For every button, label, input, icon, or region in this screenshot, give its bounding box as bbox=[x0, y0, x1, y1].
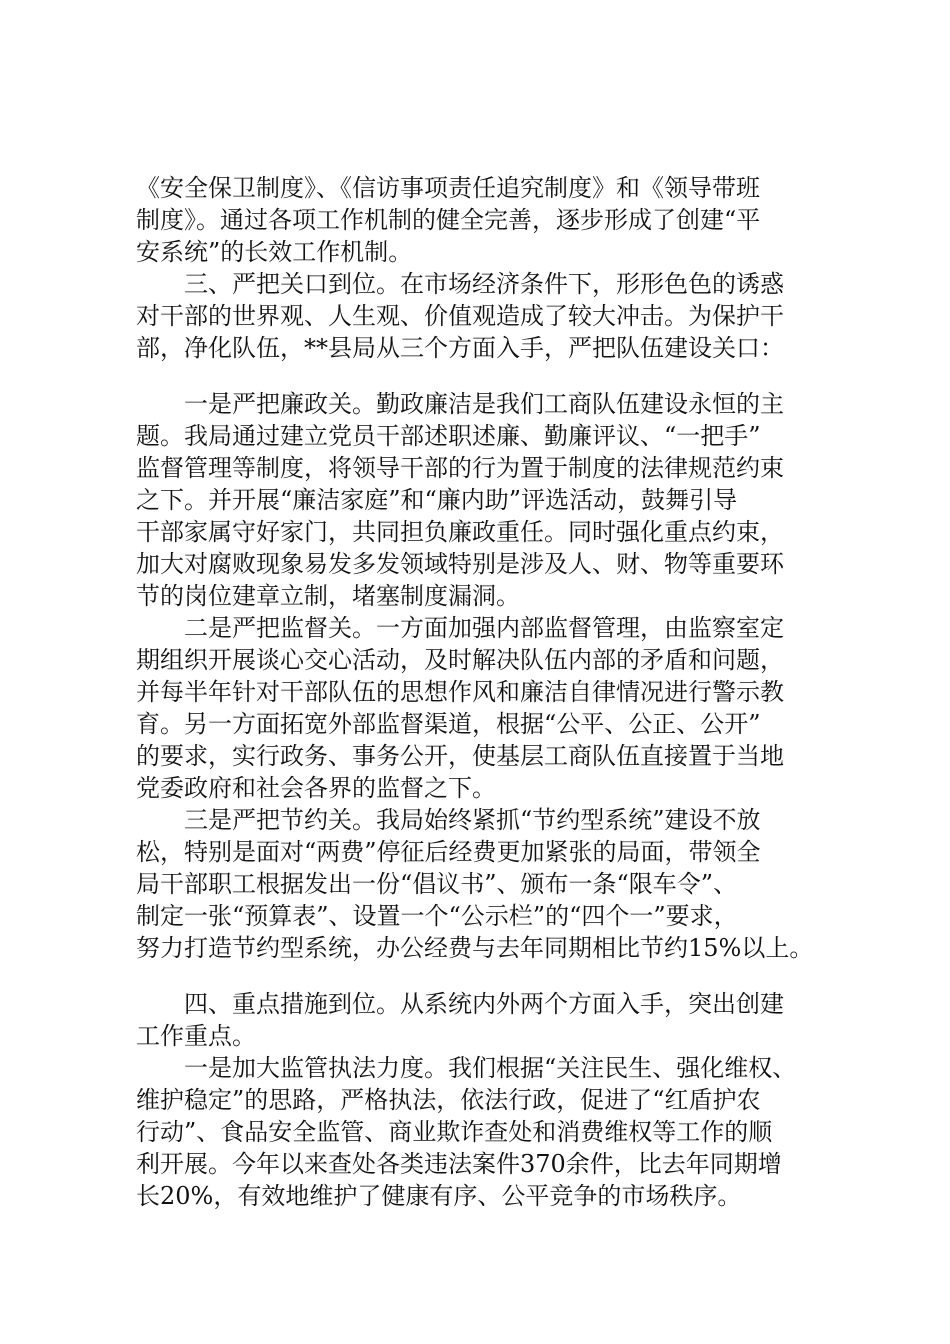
text-line: 二是严把监督关。一方面加强内部监督管理，由监察室定 bbox=[184, 614, 784, 642]
text-line: 利开展。今年以来查处各类违法案件370余件，比去年同期增 bbox=[136, 1150, 782, 1178]
text-line: 长20%，有效地维护了健康有序、公平竞争的市场秩序。 bbox=[136, 1182, 742, 1210]
text-line: 节的岗位建章立制，堵塞制度漏洞。 bbox=[136, 582, 520, 610]
text-line: 努力打造节约型系统，办公经费与去年同期相比节约15%以上。 bbox=[136, 934, 814, 962]
text-line: 三是严把节约关。我局始终紧抓“节约型系统”建设不放 bbox=[184, 806, 761, 834]
paragraph-economy bbox=[136, 804, 836, 964]
text-line: 局干部职工根据发出一份“倡议书”、颁布一条“限车令”、 bbox=[136, 870, 738, 898]
text-line: 的要求，实行政务、事务公开，使基层工商队伍直接置于当地 bbox=[136, 742, 784, 770]
text-line: 加大对腐败现象易发多发领域特别是涉及人、财、物等重要环 bbox=[136, 550, 784, 578]
text-line: 制定一张“预算表”、设置一个“公示栏”的“四个一”要求， bbox=[136, 902, 738, 930]
paragraph-enforcement bbox=[136, 1052, 836, 1212]
text-line: 育。另一方面拓宽外部监督渠道，根据“公平、公正、公开” bbox=[136, 710, 761, 738]
text-line: 《安全保卫制度》、《信访事项责任追究制度》和《领导带班 bbox=[136, 174, 760, 202]
text-line: 期组织开展谈心交心活动，及时解决队伍内部的矛盾和问题， bbox=[136, 646, 784, 674]
text-line: 工作重点。 bbox=[136, 1022, 256, 1050]
text-line: 一是严把廉政关。勤政廉洁是我们工商队伍建设永恒的主 bbox=[184, 390, 784, 418]
paragraph-gap bbox=[136, 364, 836, 388]
text-line: 制度》。通过各项工作机制的健全完善，逐步形成了创建“平 bbox=[136, 206, 761, 234]
text-line: 三、严把关口到位。在市场经济条件下，形形色色的诱惑 bbox=[184, 270, 784, 298]
paragraph-section-three bbox=[136, 268, 836, 364]
text-line: 四、重点措施到位。从系统内外两个方面入手，突出创建 bbox=[184, 990, 784, 1018]
text-line: 党委政府和社会各界的监督之下。 bbox=[136, 774, 496, 802]
text-line: 松，特别是面对“两费”停征后经费更加紧张的局面，带领全 bbox=[136, 838, 761, 866]
text-line: 一是加大监管执法力度。我们根据“关注民生、强化维权、 bbox=[184, 1054, 797, 1082]
paragraph-section-four bbox=[136, 988, 836, 1052]
text-line: 监督管理等制度，将领导干部的行为置于制度的法律规范约束 bbox=[136, 454, 784, 482]
text-line: 干部家属守好家门，共同担负廉政重任。同时强化重点约束， bbox=[136, 518, 784, 546]
text-line: 行动”、食品安全监管、商业欺诈查处和消费维权等工作的顺 bbox=[136, 1118, 773, 1146]
text-line: 部，净化队伍，**县局从三个方面入手，严把队伍建设关口： bbox=[136, 334, 784, 362]
paragraph-integrity bbox=[136, 388, 836, 612]
paragraph-gap bbox=[136, 964, 836, 988]
paragraph-continuation bbox=[136, 172, 836, 268]
text-line: 之下。并开展“廉洁家庭”和“廉内助”评选活动，鼓舞引导 bbox=[136, 486, 738, 514]
text-line: 安系统”的长效工作机制。 bbox=[136, 238, 413, 266]
text-line: 题。我局通过建立党员干部述职述廉、勤廉评议、“一把手” bbox=[136, 422, 761, 450]
document-body bbox=[136, 172, 836, 1212]
text-line: 对干部的世界观、人生观、价值观造成了较大冲击。为保护干 bbox=[136, 302, 784, 330]
paragraph-supervision bbox=[136, 612, 836, 804]
text-line: 并每半年针对干部队伍的思想作风和廉洁自律情况进行警示教 bbox=[136, 678, 784, 706]
text-line: 维护稳定”的思路，严格执法，依法行政，促进了“红盾护农 bbox=[136, 1086, 761, 1114]
